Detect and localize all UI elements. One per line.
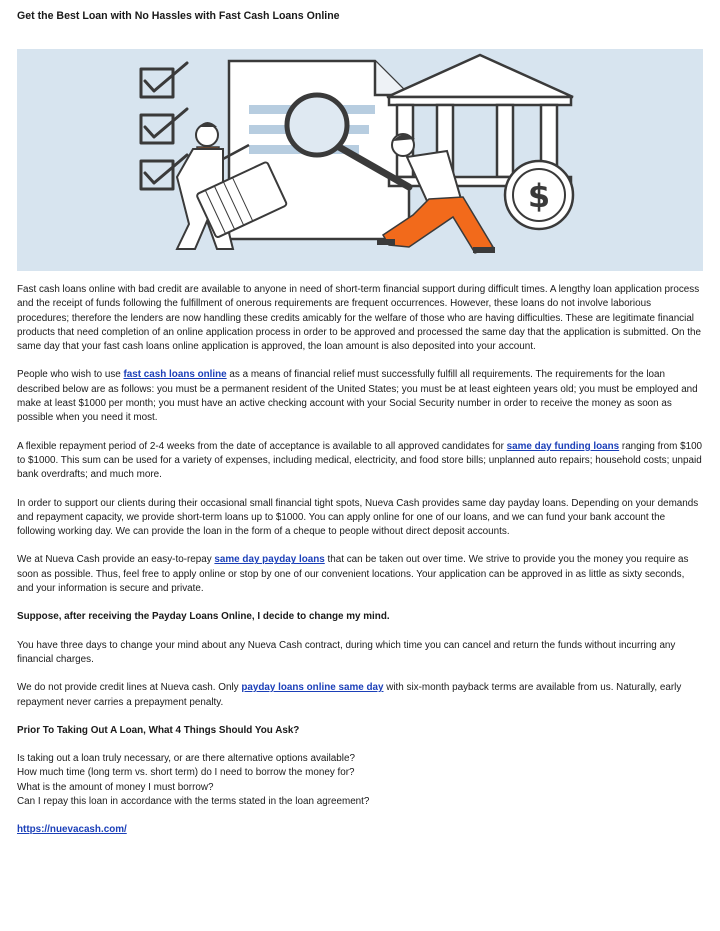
paragraph-text: A flexible repayment period of 2-4 weeks from the date of acceptance is available to all approved candidates for [17,440,507,452]
paragraph-credit-lines [17,681,703,710]
question-item: Is taking out a loan truly necessary, or are there alternative options available? [17,753,355,765]
paragraph-text: with six-month payback terms are available from us. Naturally, early repayment never carries a prepayment penalty. [17,682,682,708]
paragraph-text: People who wish to use [17,369,124,381]
question-item: How much time (long term vs. short term) do I need to borrow the money for? [17,767,355,779]
article-body [17,283,703,852]
dollar-coin-icon [505,161,573,229]
paragraph-text: as a means of financial relief must successfully fulfill all requirements. The requirements for the loan described below are as follows: you must be a permanent resident of the United States; you must be at least eighteen years old; you must be employed and make at least $1000 per month; you must have an active checking account with your Social Security number in order to receive the money as soon as possible when you need it most. [17,369,698,424]
paragraph-text: that can be taken out over time. We strive to provide you the money you require as soon as possible. Thus, feel free to apply online or stop by one of our convenient locations. Your application can be approved in as little as sixty seconds, and your information is secure and private. [17,554,689,595]
paragraph-cancel: You have three days to change your mind about any Nueva Cash contract, during which time you can cancel and return the funds without incurring any financial charges. [17,639,676,665]
fast-cash-loans-link[interactable]: fast cash loans online [123,369,227,381]
nuevacash-website-link[interactable]: https://nuevacash.com/ [17,824,127,836]
same-day-funding-loans-link[interactable]: same day funding loans [506,440,620,452]
paragraph-repayment [17,440,703,483]
heading-four-questions: Prior To Taking Out A Loan, What 4 Things Should You Ask? [17,724,300,736]
document-title: Get the Best Loan with No Hassles with Fast Cash Loans Online [17,10,340,22]
paragraph-support: In order to support our clients during their occasional small financial tight spots, Nueva Cash provides same day payday loans. Depending on your demands and repayment capacity, we provide short-term loans up to $1000. You can apply online for one of our loans, and we can fund your bank account the following working day. We can provide the loan in the form of a cheque to people without direct deposit accounts. [17,497,699,538]
question-item: Can I repay this loan in accordance with the terms stated in the loan agreement? [17,796,370,808]
same-day-payday-loans-link[interactable]: same day payday loans [214,554,325,566]
paragraph-text: We at Nueva Cash provide an easy-to-repay [17,554,215,566]
paragraph-easy-repay [17,553,703,596]
hero-illustration [17,49,703,271]
question-item: What is the amount of money I must borrow? [17,781,214,793]
paragraph-requirements [17,368,703,425]
paragraph-text: We do not provide credit lines at Nueva cash. Only [17,682,242,694]
heading-change-mind: Suppose, after receiving the Payday Loans Online, I decide to change my mind. [17,611,390,623]
paragraph-intro: Fast cash loans online with bad credit are available to anyone in need of short-term financial support during difficult times. A lengthy loan application process and the receipt of funds following the fulfillment of onerous requirements are frequent occurrences. However, these loans do not involve laborious procedures; therefore the lenders are now handling these credits amicably for the welfare of those who are having difficulties. These are legitimate financial products that need completion of an online application process in order to be approved and processed the same day that the application is submitted. On the same day that your fast cash loans online application is approved, the loan amount is also deposited into your account. [17,284,701,353]
dollar-symbol: $ [527,177,551,215]
footer-link-paragraph [17,823,703,837]
paragraph-text: ranging from $100 to $1000. This sum can be used for a variety of expenses, including medical, electricity, and food store bills; unplanned auto repairs; household costs; unpaid bank overdrafts; and much more. [17,440,703,481]
payday-loans-online-same-day-link[interactable]: payday loans online same day [241,682,384,694]
